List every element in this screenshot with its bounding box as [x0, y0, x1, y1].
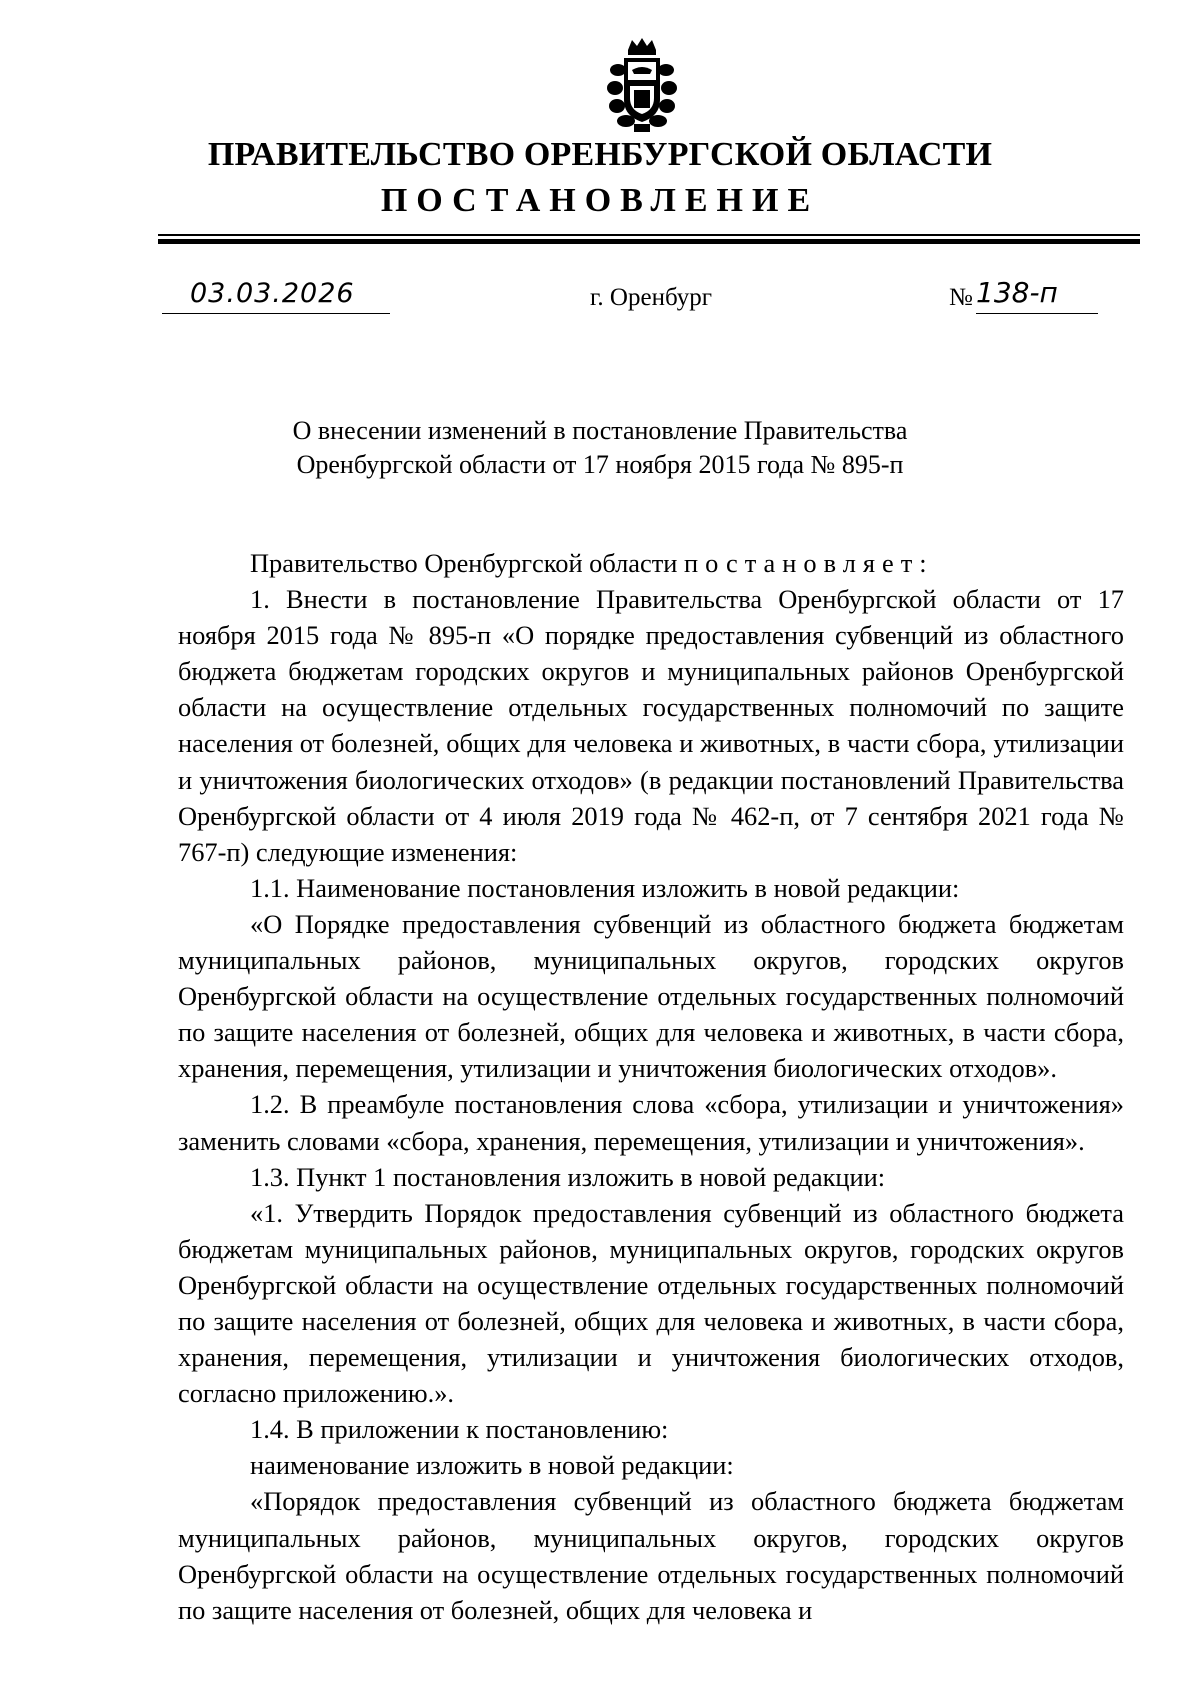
paragraph-1-3-text: «1. Утвердить Порядок предоставления субвенций из областного бюджета бюджетам муниципальных районов, муниципальных округов, городских округов Оренбургской области на осуществление отдельных государственных полномочий по защите населения от болезней, общих для человека и животных, в части сбора, хранения, перемещения, утилизации и уничтожения биологических отходов, согласно приложению.».: [178, 1197, 1124, 1409]
paragraph-1-1-text: «О Порядке предоставления субвенций из областного бюджета бюджетам муниципальных районов, муниципальных округов, городских округов Оренбургской области на осуществление отдельных государственных полномочий по защите населения от болезней, общих для человека и животных, в части сбора, хранения, перемещения, утилизации и уничтожения биологических отходов».: [178, 908, 1124, 1084]
subject-line-2: Оренбургской области от 17 ноября 2015 года № 895-п: [296, 450, 904, 479]
header-rule-thin: [158, 234, 1140, 236]
paragraph-1-4-a: наименование изложить в новой редакции:: [250, 1450, 734, 1481]
intro-text: Правительство Оренбургской области: [250, 548, 678, 578]
number-underline: [976, 313, 1098, 314]
city: г. Оренбург: [590, 284, 712, 311]
paragraph-1-2: 1.2. В преамбуле постановления слова «сбора, утилизации и уничтожения» заменить словами «сбора, хранения, перемещения, утилизации и уничтожения».: [178, 1089, 1124, 1156]
paragraph-1-3: 1.3. Пункт 1 постановления изложить в новой редакции:: [250, 1161, 886, 1192]
document-type: ПОСТАНОВЛЕНИЕ: [380, 182, 820, 219]
paragraph-1-4-text: «Порядок предоставления субвенций из областного бюджета бюджетам муниципальных районов, муниципальных округов, городских округов Оренбургской области на осуществление отдельных государственных полномочий по защите населения от болезней, общих для человека и: [178, 1486, 1124, 1625]
document-subject: [0, 414, 1200, 482]
paragraph-1-1: 1.1. Наименование постановления изложить в новой редакции:: [250, 872, 960, 903]
coat-of-arms-icon: [606, 36, 678, 134]
number-label: №: [949, 284, 973, 311]
date-underline: [162, 313, 390, 314]
subject-line-1: О внесении изменений в постановление Правительства: [292, 416, 908, 445]
intro-verb: постановляет:: [684, 548, 934, 578]
paragraph-1-4: 1.4. В приложении к постановлению:: [250, 1414, 669, 1445]
header-rule-thick: [158, 239, 1140, 244]
document-number: 138-п: [976, 276, 1058, 309]
document-date: 03.03.2026: [190, 278, 355, 309]
paragraph-1: 1. Внести в постановление Правительства Оренбургской области от 17 ноября 2015 года № 895-п «О порядке предоставления субвенций из областного бюджета бюджетам городских округов и муниципальных районов Оренбургской области на осуществление отдельных государственных полномочий по защите населения от болезней, общих для человека и животных, в части сбора, утилизации и уничтожения биологических отходов» (в редакции постановлений Правительства Оренбургской области от 4 июля 2019 года № 462-п, от 7 сентября 2021 года № 767-п) следующие изменения:: [178, 584, 1124, 867]
intro-paragraph: [178, 545, 1124, 581]
document-body: [178, 545, 1124, 1628]
organization-title: ПРАВИТЕЛЬСТВО ОРЕНБУРГСКОЙ ОБЛАСТИ: [207, 136, 993, 173]
